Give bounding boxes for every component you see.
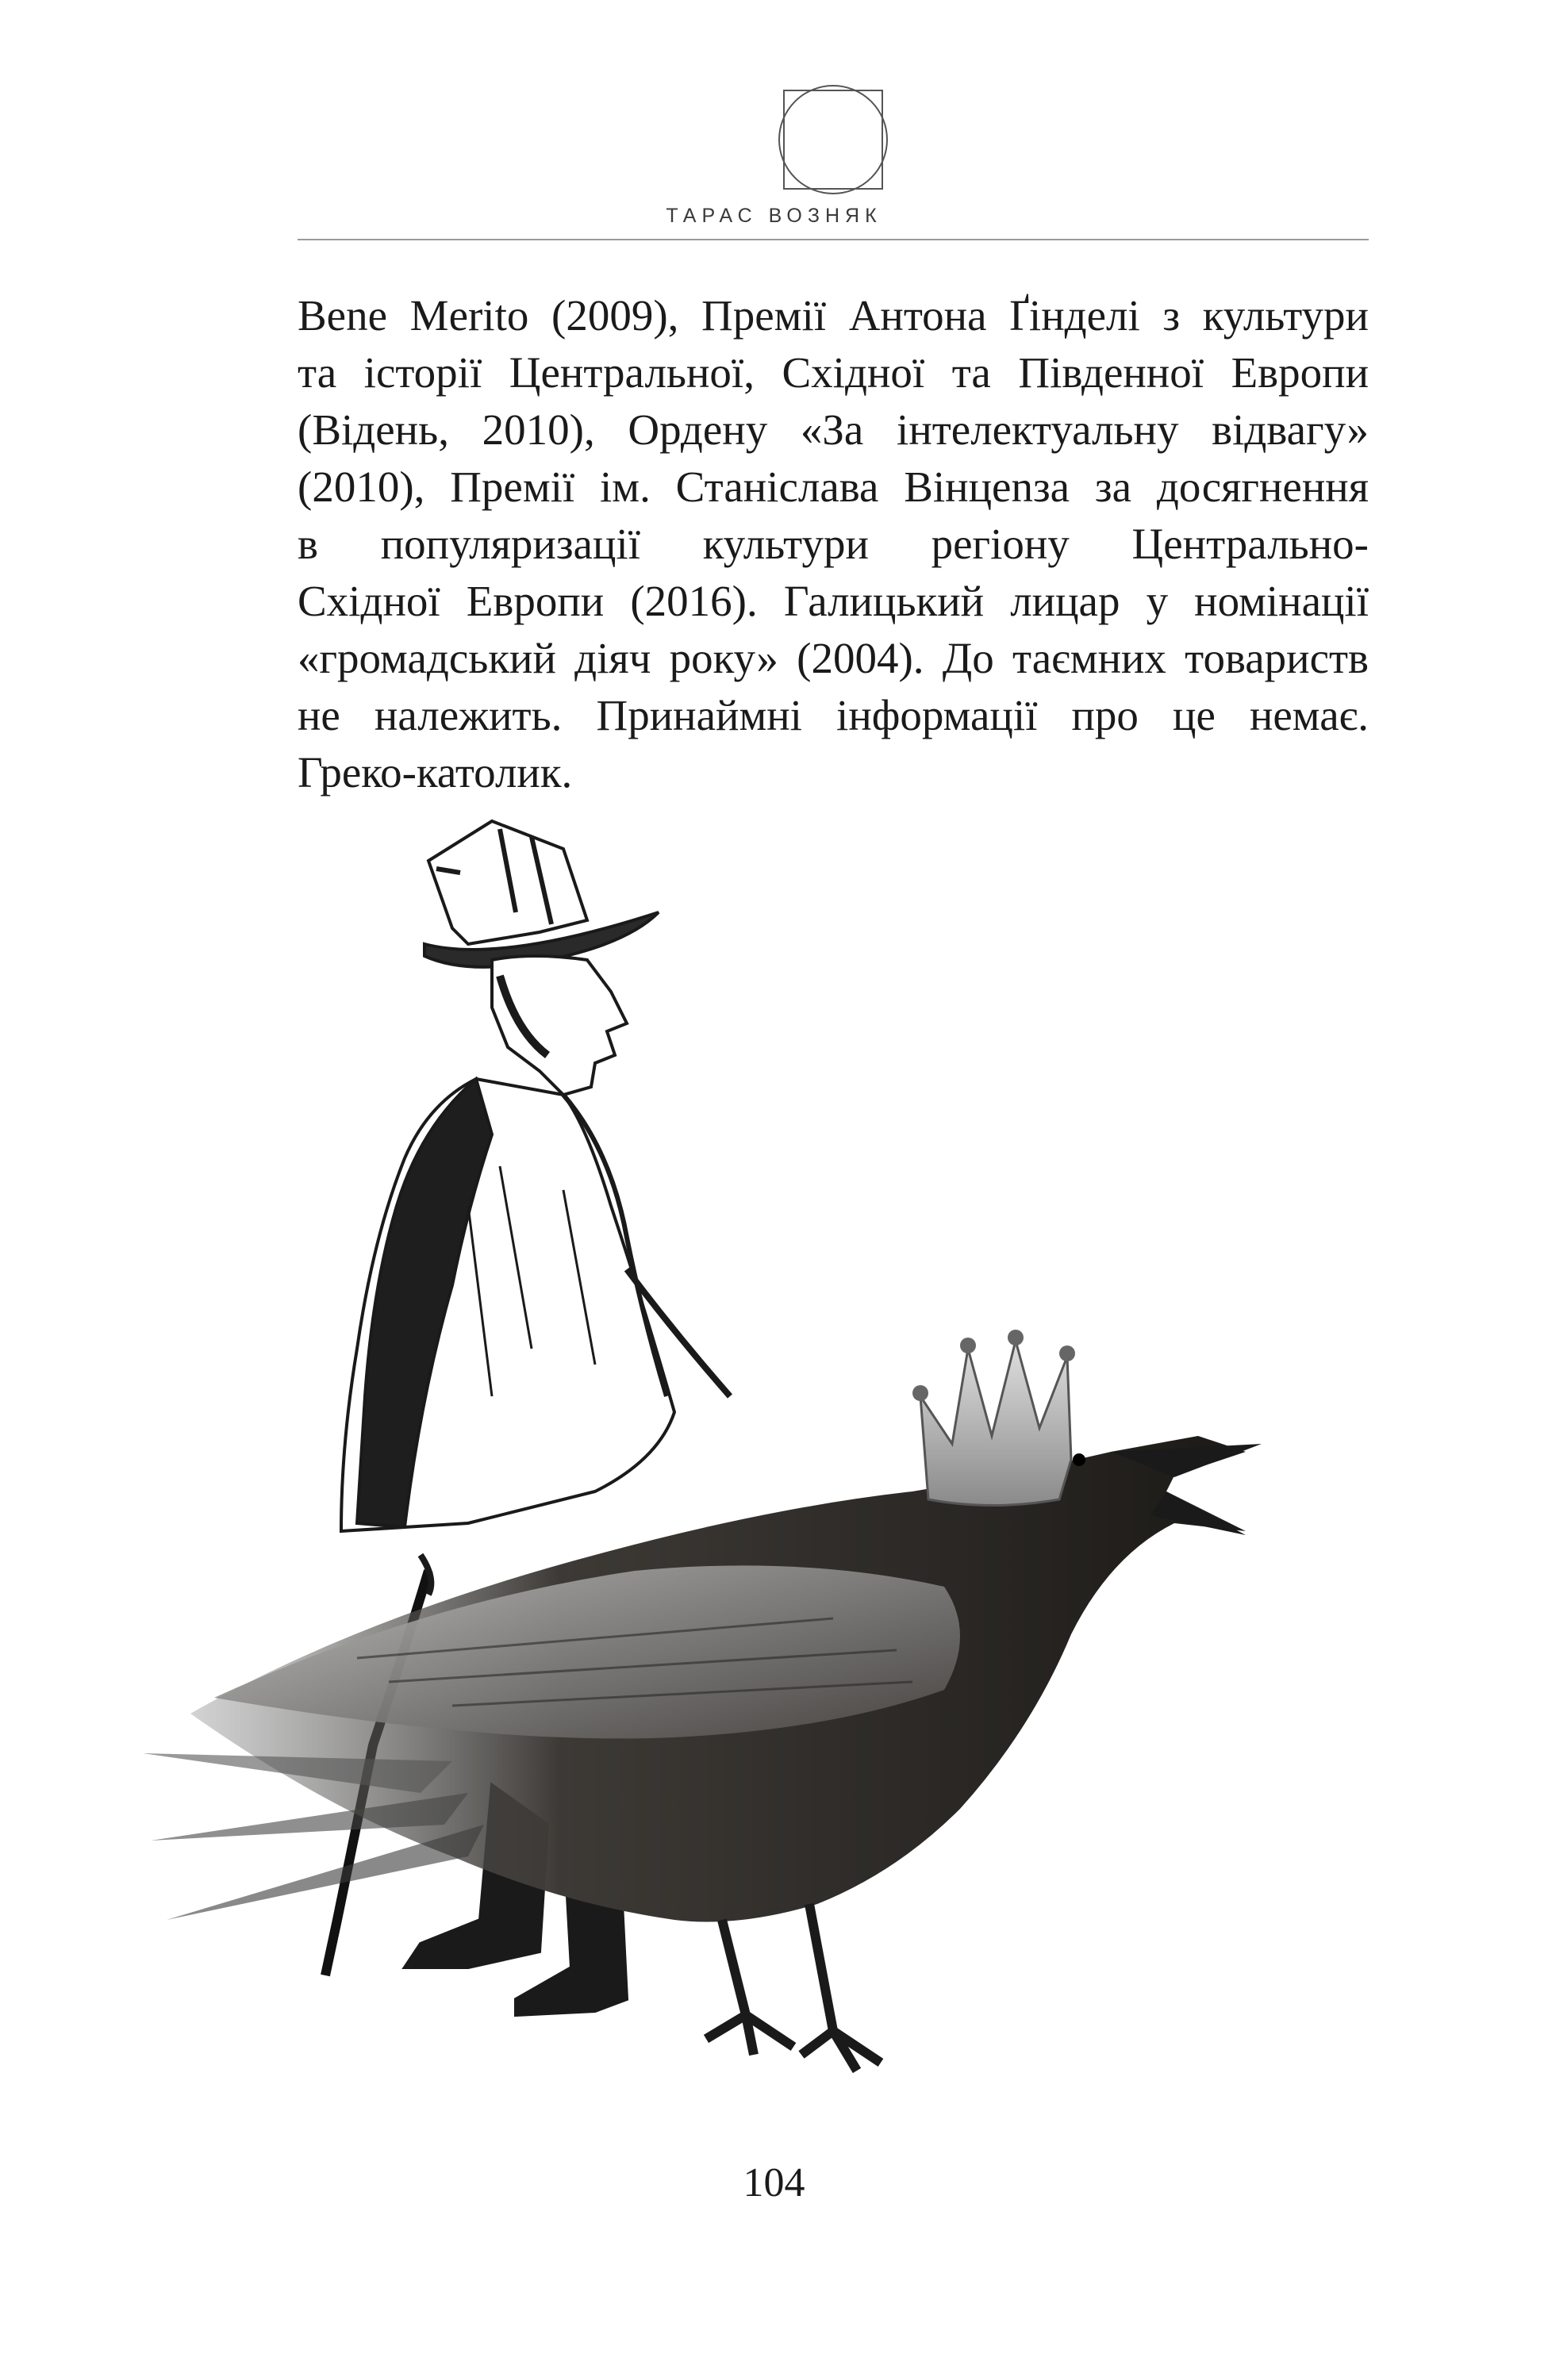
text-line: не належить. Принаймні інформації про це немає. — [298, 691, 1369, 739]
text-line: «громадський діяч року» (2004). До таємних товариств — [298, 634, 1369, 682]
text-line: (Відень, 2010), Ордену «За інтелектуальну відвагу» — [298, 405, 1369, 454]
illustration-man-and-crowned-raven — [119, 793, 1389, 2126]
text-line: Греко-католик. — [298, 748, 573, 797]
crown-icon — [912, 1330, 1075, 1506]
text-line: Східної Европи (2016). Галицький лицар у номінації — [298, 577, 1369, 625]
running-head-author: ТАРАС ВОЗНЯК — [666, 205, 882, 227]
logo-circle-square-icon — [770, 76, 897, 203]
text-line: в популяризації культури регіону Центрально- — [298, 520, 1369, 568]
raven-figure — [143, 1436, 1262, 2071]
body-paragraph — [298, 287, 1369, 801]
text-line: Bene Merito (2009), Премії Антона Ґінделі з культури — [298, 291, 1369, 340]
text-line: (2010), Премії ім. Станіслава Вінцenза за досягнення — [298, 463, 1369, 511]
text-line: та історії Центральної, Східної та Південної Европи — [298, 348, 1369, 397]
header-divider — [298, 239, 1369, 240]
page-number: 104 — [743, 2160, 805, 2205]
